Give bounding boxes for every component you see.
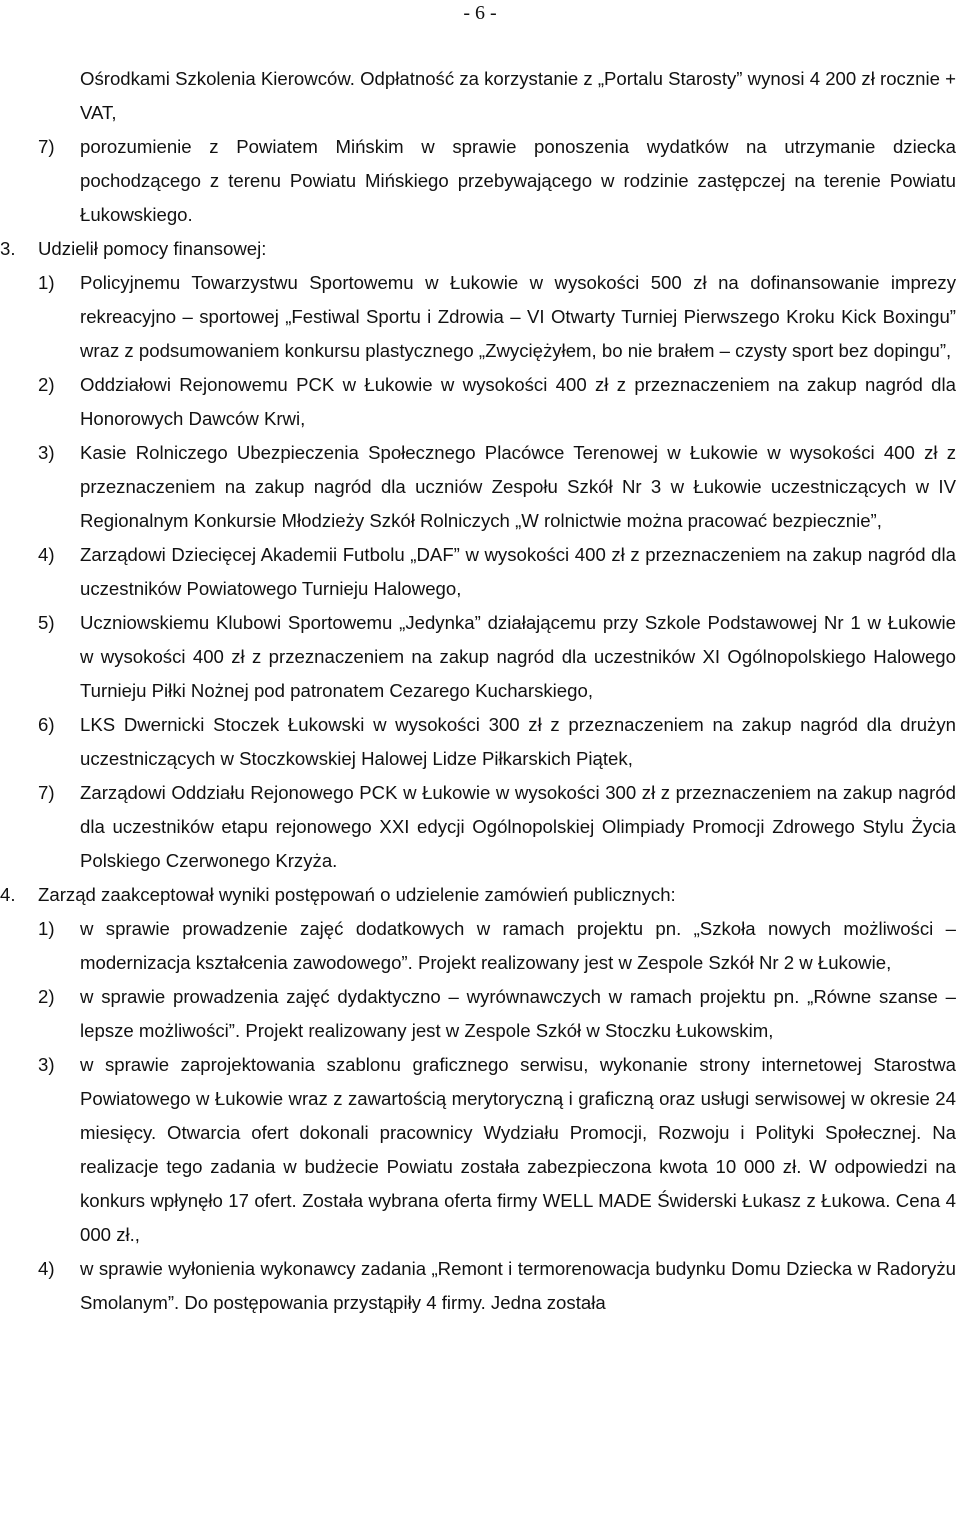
list-item	[38, 1048, 956, 1252]
list-item	[38, 1252, 956, 1320]
section-3-number: 3.	[0, 238, 16, 259]
intro-continuation	[38, 62, 956, 130]
list-item	[38, 368, 956, 436]
list-item	[38, 912, 956, 980]
section-4-heading	[0, 878, 956, 912]
list-item	[38, 436, 956, 538]
list-item-number: 6)	[38, 714, 55, 735]
list-item-number: 4)	[38, 544, 55, 565]
list-item-text: w sprawie prowadzenia zajęć dydaktyczno – wyrównawczych w ramach projektu pn. „Równe szanse – lepsze możliwości”. Projekt realizowany jest w Zespole Szkół w Stoczku Łukowskim,	[80, 986, 956, 1041]
list-item-number: 7)	[38, 782, 55, 803]
intro-item-7-text: porozumienie z Powiatem Mińskim w sprawie ponoszenia wydatków na utrzymanie dziecka pochodzącego z terenu Powiatu Mińskiego przebywającego w rodzinie zastępczej na terenie Powiatu Łukowskiego.	[80, 136, 956, 225]
list-item-text: LKS Dwernicki Stoczek Łukowski w wysokości 300 zł z przeznaczeniem na zakup nagród dla drużyn uczestniczących w Stoczkowskiej Halowej Lidze Piłkarskich Piątek,	[80, 714, 956, 769]
list-item-number: 3)	[38, 442, 55, 463]
list-item-number: 4)	[38, 1258, 55, 1279]
section-4-number: 4.	[0, 884, 16, 905]
section-4-list	[38, 912, 956, 1320]
intro-item-7-number: 7)	[38, 136, 55, 157]
intro-item-7	[38, 130, 956, 232]
list-item-number: 2)	[38, 374, 55, 395]
list-item	[38, 266, 956, 368]
section-3-heading	[0, 232, 956, 266]
list-item-text: w sprawie wyłonienia wykonawcy zadania „Remont i termorenowacja budynku Domu Dziecka w Radoryżu Smolanym”. Do postępowania przystąpiły 4 firmy. Jedna została	[80, 1258, 956, 1313]
section-3-list	[38, 266, 956, 878]
list-item-number: 1)	[38, 918, 55, 939]
list-item-number: 2)	[38, 986, 55, 1007]
document-body	[0, 62, 956, 1320]
list-item-number: 1)	[38, 272, 55, 293]
section-3-heading-text: Udzielił pomocy finansowej:	[38, 238, 267, 259]
list-item-number: 3)	[38, 1054, 55, 1075]
list-item	[38, 980, 956, 1048]
list-item	[38, 776, 956, 878]
list-item	[38, 538, 956, 606]
list-item	[38, 708, 956, 776]
list-item-text: Uczniowskiemu Klubowi Sportowemu „Jedynka” działającemu przy Szkole Podstawowej Nr 1 w Łukowie w wysokości 400 zł z przeznaczeniem na zakup nagród dla uczestników XI Ogólnopolskiego Halowego Turnieju Piłki Nożnej pod patronatem Cezarego Kucharskiego,	[80, 612, 956, 701]
list-item-text: Oddziałowi Rejonowemu PCK w Łukowie w wysokości 400 zł z przeznaczeniem na zakup nagród dla Honorowych Dawców Krwi,	[80, 374, 956, 429]
page-number: - 6 -	[463, 2, 497, 24]
section-4-heading-text: Zarząd zaakceptował wyniki postępowań o udzielenie zamówień publicznych:	[38, 884, 676, 905]
list-item-number: 5)	[38, 612, 55, 633]
intro-continuation-text: Ośrodkami Szkolenia Kierowców. Odpłatność za korzystanie z „Portalu Starosty” wynosi 4 200 zł rocznie + VAT,	[80, 68, 956, 123]
list-item-text: Policyjnemu Towarzystwu Sportowemu w Łukowie w wysokości 500 zł na dofinansowanie imprezy rekreacyjno – sportowej „Festiwal Sportu i Zdrowia – VI Otwarty Turniej Pierwszego Kroku Kick Boxingu” wraz z podsumowaniem konkursu plastycznego „Zwyciężyłem, bo nie brałem – czysty sport bez dopingu”,	[80, 272, 956, 361]
list-item-text: w sprawie zaprojektowania szablonu graficznego serwisu, wykonanie strony internetowej Starostwa Powiatowego w Łukowie wraz z zawartością merytoryczną i graficzną oraz usługi serwisowej w okresie 24 miesięcy. Otwarcia ofert dokonali pracownicy Wydziału Promocji, Rozwoju i Polityki Społecznej. Na realizacje tego zadania w budżecie Powiatu została zabezpieczona kwota 10 000 zł. W odpowiedzi na konkurs wpłynęło 17 ofert. Została wybrana oferta firmy WELL MADE Świderski Łukasz z Łukowa. Cena 4 000 zł.,	[80, 1054, 956, 1245]
list-item	[38, 606, 956, 708]
list-item-text: w sprawie prowadzenie zajęć dodatkowych w ramach projektu pn. „Szkoła nowych możliwości – modernizacja kształcenia zawodowego”. Projekt realizowany jest w Zespole Szkół Nr 2 w Łukowie,	[80, 918, 956, 973]
list-item-text: Zarządowi Oddziału Rejonowego PCK w Łukowie w wysokości 300 zł z przeznaczeniem na zakup nagród dla uczestników etapu rejonowego XXI edycji Ogólnopolskiej Olimpiady Promocji Zdrowego Stylu Życia Polskiego Czerwonego Krzyża.	[80, 782, 956, 871]
list-item-text: Zarządowi Dziecięcej Akademii Futbolu „DAF” w wysokości 400 zł z przeznaczeniem na zakup nagród dla uczestników Powiatowego Turnieju Halowego,	[80, 544, 956, 599]
list-item-text: Kasie Rolniczego Ubezpieczenia Społecznego Placówce Terenowej w Łukowie w wysokości 400 zł z przeznaczeniem na zakup nagród dla uczniów Zespołu Szkół Nr 3 w Łukowie uczestniczących w IV Regionalnym Konkursie Młodzieży Szkół Rolniczych „W rolnictwie można pracować bezpiecznie”,	[80, 442, 956, 531]
